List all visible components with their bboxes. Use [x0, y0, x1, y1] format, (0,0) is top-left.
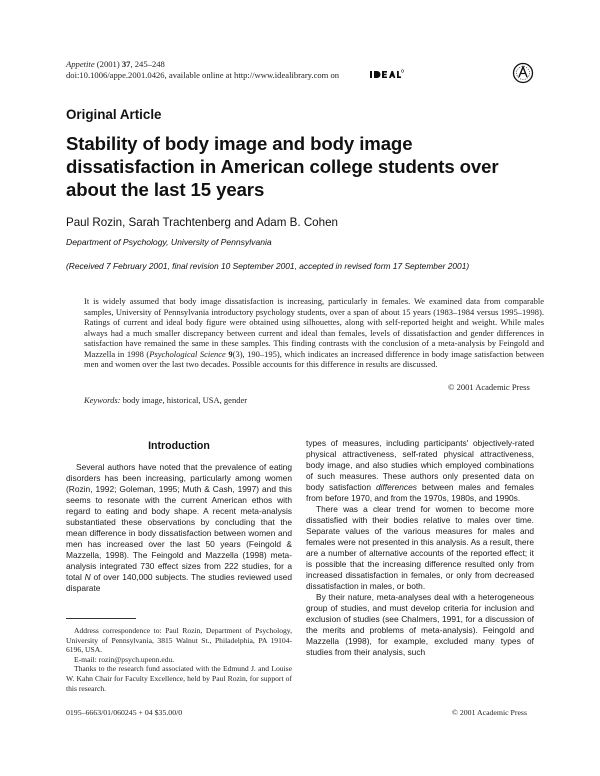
- journal-name: Appetite: [66, 59, 95, 69]
- doi-line: doi:10.1006/appe.2001.0426, available online at http://www.idealibrary.com on: [66, 70, 340, 80]
- cited-volume: 9: [228, 348, 233, 359]
- intro-paragraph-1: Several authors have noted that the prevalence of eating disorders has been increasing, particularly among women (Rozin, 1992; Goleman, 1995; Muth & Cash, 1997) and this seems to resonate with the current American ethos with regard to eating and body shape. A recent meta-analysis substantiated these observations by concluding that the mean difference in body dissatisfaction between women and men has increased over the last 50 years (Feingold & Mazzella, 1998). The Feingold and Mazzella (1998) meta-analysis integrated 730 effect sizes from 222 studies, for a total N of over 140,000 subjects. The studies reviewed used disparate: [66, 462, 292, 593]
- footnote-thanks: Thanks to the research fund associated with the Edmund J. and Louise W. Kahn Chair for Faculty Excellence, held by Paul Rozin, for support of this research.: [66, 664, 292, 693]
- footnote-divider: [66, 618, 136, 619]
- publisher-emblem-icon: [512, 62, 534, 84]
- footnote-email: E-mail: rozin@psych.upenn.edu.: [74, 654, 175, 664]
- cited-journal: Psychological Science: [149, 348, 226, 359]
- footnotes: [66, 626, 292, 693]
- ideal-library-logo[interactable]: [370, 69, 404, 80]
- keywords-label: Keywords:: [84, 395, 121, 405]
- left-column: [66, 462, 292, 594]
- issn-price-code: 0195–6663/01/060245 + 04 $35.00/0: [66, 708, 183, 717]
- right-column: [306, 438, 534, 658]
- journal-volume-line: Appetite (2001) 37, 245–248: [66, 59, 165, 69]
- footer-copyright: © 2001 Academic Press: [452, 708, 527, 717]
- article-title: Stability of body image and body image dissatisfaction in American college students over about the last 15 years: [66, 133, 499, 200]
- keywords-list: body image, historical, USA, gender: [122, 395, 248, 405]
- abstract: It is widely assumed that body image dissatisfaction is increasing, particularly in females. We examined data from comparable samples, University of Pennsylvania introductory psychology students, over a span of about 15 years (1983–1984 versus 1995–1998). Ratings of current and ideal body figure were obtained using silhouettes, along with self-reported height and weight. While males always had a much smaller discrepancy between current and ideal than females, levels of dissatisfaction and gender differences in satisfaction have remained the same in these samples. This finding contrasts with the conclusion of a meta-analysis by Feingold and Mazzella in 1998 (Psychological Science 9(3), 190–195), which indicates an increased difference in body image satisfaction between men and women over the last two decades. Possible accounts for this difference in results are discussed.: [84, 296, 544, 369]
- intro-paragraph-3: By their nature, meta-analyses deal with a heterogeneous group of studies, and must develop criteria for inclusion and exclusion of studies (see Chalmers, 1991, for a discussion of the merits and problems of meta-analysis). Feingold and Mazzella (1998), for example, excluded many types of studies from their analysis, such: [306, 592, 534, 657]
- author-list: Paul Rozin, Sarah Trachtenberg and Adam B. Cohen: [66, 216, 338, 229]
- journal-volume: 37: [121, 59, 131, 69]
- author-affiliation: Department of Psychology, University of Pennsylvania: [66, 237, 272, 247]
- introduction-heading: Introduction: [148, 440, 210, 452]
- intro-paragraph-1-continued: types of measures, including participants' objectively-rated physical attractiveness, self-rated physical attractiveness, body image, and also studies which employed combinations of such measures. These authors only presented data on body satisfaction differences between males and females from before 1970, and from the 1970s, 1980s, and 1990s.: [306, 438, 534, 503]
- received-dates: (Received 7 February 2001, final revision 10 September 2001, accepted in revised form 17 September 2001): [66, 261, 470, 271]
- journal-citation: [66, 59, 486, 81]
- abstract-copyright: © 2001 Academic Press: [448, 382, 530, 392]
- footnote-address: Address correspondence to: Paul Rozin, Department of Psychology, University of Pennsylvania, 3815 Walnut St., Philadelphia, PA 19104-6196, USA.: [66, 626, 292, 655]
- intro-paragraph-2: There was a clear trend for women to become more dissatisfied with their bodies relative to males over time. Separate values of the various measures for males and females were not presented in this analysis. As a result, there are a number of alternative accounts of the reported effect; it is possible that the increasing difference resulted only from increased dissatisfaction in females, or only from decreased dissatisfaction in males, or both.: [306, 504, 534, 591]
- article-type-label: Original Article: [66, 107, 162, 122]
- keywords: [84, 395, 247, 405]
